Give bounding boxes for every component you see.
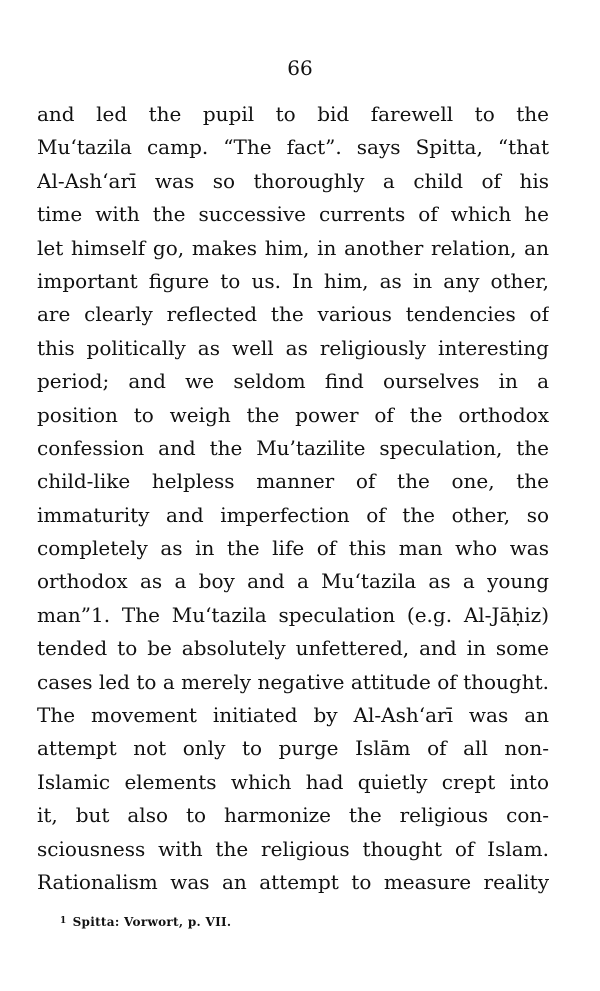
text-line: cases led to a merely negative attitude of thought. (37, 669, 549, 694)
text-line: position to weigh the power of the orthodox (37, 402, 549, 427)
text-line: sciousness with the religious thought of Islam. (37, 836, 549, 861)
text-line: tended to be absolutely unfettered, and in some (37, 636, 549, 661)
text-line: Al-Ash‘arī was so thoroughly a child of his (37, 168, 549, 193)
text-line: confession and the Mu’tazilite speculation, the (37, 435, 549, 460)
footnote (60, 913, 231, 930)
text-line: man”1. The Mu‘tazila speculation (e.g. Al-Jāḥiz) (37, 602, 549, 627)
text-line: let himself go, makes him, in another relation, an (37, 235, 549, 260)
text-line: Mu‘tazila camp. “The fact”. says Spitta, “that (37, 135, 549, 160)
text-line: attempt not only to purge Islām of all non- (37, 736, 549, 761)
text-line: are clearly reflected the various tendencies of (37, 302, 549, 327)
text-line: period; and we seldom find ourselves in a (37, 369, 549, 394)
text-line: completely as in the life of this man who was (37, 536, 549, 561)
text-line: orthodox as a boy and a Mu‘tazila as a young (37, 569, 549, 594)
text-line: time with the successive currents of which he (37, 202, 549, 227)
text-line: child-like helpless manner of the one, the (37, 469, 549, 494)
text-line: and led the pupil to bid farewell to the (37, 102, 549, 126)
text-line: immaturity and imperfection of the other, so (37, 502, 549, 527)
footnote-text: Spitta: Vorwort, p. VII. (72, 915, 232, 929)
text-line: important figure to us. In him, as in any other, (37, 268, 549, 293)
text-line: Islamic elements which had quietly crept into (37, 769, 549, 794)
footnote-marker: 1 (60, 916, 67, 926)
body-text (37, 98, 549, 899)
text-line: Rationalism was an attempt to measure reality (37, 869, 549, 894)
text-line: The movement initiated by Al-Ash‘arī was an (37, 703, 549, 728)
text-line: this politically as well as religiously interesting (37, 335, 549, 360)
page-number: 66 (287, 56, 313, 80)
text-line: it, but also to harmonize the religious con- (37, 803, 549, 828)
